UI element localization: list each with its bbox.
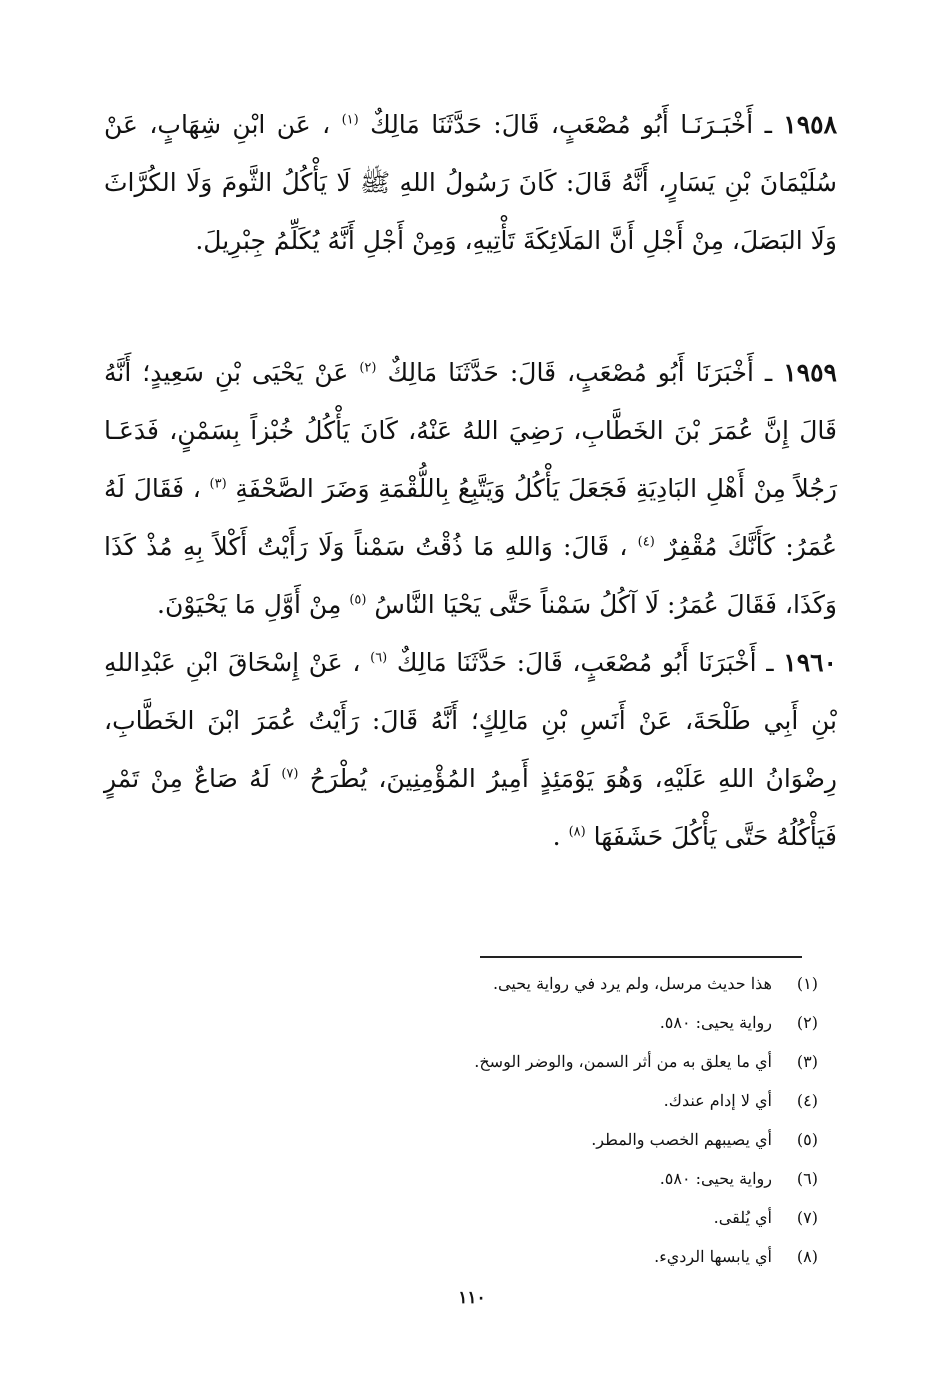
hadith-text: أَخْبَرَنَا أَبُو مُصْعَبٍ، قَالَ: حَدَّثَنَا مَالِكٌ [396,648,757,677]
hadith-number: ١٩٥٩ [783,358,837,387]
hadith-text: عَنْ يَحْيَى بْنِ سَعِيدٍ؛ أَنَّهُ قَالَ إِنَّ عُمَرَ بْنَ الخَطَّابِ، رَضِيَ اللهُ عَنْهُ، كَانَ يَأْكُلُ خُبْزاً بِسَمْنٍ، فَدَعَـا رَجُلاً مِنْ أَهْلِ البَادِيَةِ فَجَعَلَ يَأْكُلُ وَيَتَّبِعُ بِاللُّقْمَةِ وَضَرَ الصَّحْفَةِ [104,358,837,503]
footnote-text: أي لا إدام عندك. [663,1091,772,1110]
hadith-1960 [104,634,837,866]
hadith-number: ١٩٥٨ [783,110,838,139]
footnote-text: أي يصيبهم الخصب والمطر. [591,1130,772,1149]
footnote-ref: (١) [341,112,359,128]
footnote-number: (٧) [796,1208,818,1227]
footnote-number: (٢) [796,1013,818,1032]
footnote-5 [298,1120,818,1159]
hadith-text: ، قَالَ: وَاللهِ مَا ذُقْتُ سَمْناً وَلَا رَأَيْتُ أَكْلاً بِهِ مُذْ كَذَا وَكَذَا، فَقَالَ عُمَرُ: لَا آكُلُ سَمْناً حَتَّى يَحْيَا النَّاسُ [104,532,837,619]
footnote-2 [298,1003,818,1042]
hadith-text: ، فَقَالَ لَهُ عُمَرُ: كَأَنَّكَ مُقْفِرٌ [104,474,837,561]
hadith-1958 [104,96,837,270]
footnote-number: (١) [796,974,818,993]
footnote-text: أي يُلقى. [713,1208,772,1227]
footnote-ref: (٣) [209,476,227,492]
hadith-number: ١٩٦٠ [783,648,837,677]
footnote-number: (٦) [796,1169,818,1188]
footnote-6 [298,1159,818,1198]
footnote-ref: (٢) [359,360,377,376]
hadith-dash: ـ [756,648,774,677]
hadith-dash: ـ [753,110,772,139]
hadith-1959 [104,344,837,634]
footnote-text: أي يابسها الرديء. [654,1247,772,1266]
footnote-1 [298,964,818,1003]
footnote-7 [298,1198,818,1237]
footnote-3 [298,1042,818,1081]
hadith-text: أَخْبَرَنَا أَبُو مُصْعَبٍ، قَالَ: حَدَّثَنَا مَالِكٌ [387,358,754,387]
footnote-ref: (٧) [281,766,299,782]
footnote-ref: (٥) [349,592,367,608]
footnote-4 [298,1081,818,1120]
footnote-8 [298,1237,818,1276]
main-text [104,96,837,866]
footnote-text: أي ما يعلق به من أثر السمن، والوضر الوسخ. [474,1052,772,1071]
hadith-dash: ـ [753,358,773,387]
footnote-ref: (٤) [637,534,655,550]
footnote-text: رواية يحيى: ٥٨٠. [659,1013,772,1032]
hadith-text: ، عَنْ إِسْحَاقَ ابْنِ عَبْدِاللهِ بْنِ أَبِي طَلْحَةَ، عَنْ أَنَسِ بْنِ مَالِكٍ؛ أَنَّهُ قَالَ: رَأَيْتُ عُمَرَ ابْنَ الخَطَّابِ، رِضْوَانُ اللهِ عَلَيْهِ، وَهُوَ يَوْمَئِذٍ أَمِيرُ المُؤْمِنِينَ، يُطْرَحُ [104,648,837,793]
footnote-text: رواية يحيى: ٥٨٠. [659,1169,772,1188]
page-number: ١١٠ [458,1288,486,1308]
footnote-text: هذا حديث مرسل، ولم يرد في رواية يحيى. [492,974,772,993]
hadith-text: أَخْبَـرَنَـا أَبُو مُصْعَبٍ، قَالَ: حَدَّثَنَا مَالِكٌ [370,110,754,139]
footnote-number: (٤) [796,1091,818,1110]
footnote-ref: (٦) [370,650,388,666]
hadith-text: مِنْ أَوَّلِ مَا يَحْيَوْنَ. [157,590,342,619]
footnote-number: (٥) [796,1130,818,1149]
footnote-number: (٣) [796,1052,818,1071]
hadith-text: ، عَن ابْنِ شِهَابٍ، عَنْ سُلَيْمَانَ بْنِ يَسَارٍ، أَنَّهُ قَالَ: كَانَ رَسُولُ اللهِ ﷺ لَا يَأْكُلُ الثَّومَ وَلَا الكُرَّاثَ وَلَا البَصَلَ، مِنْ أَجْلِ أَنَّ المَلَائِكَةَ تَأْتِيهِ، وَمِنْ أَجْلِ أَنَّهُ يُكَلِّمُ جِبْرِيلَ. [104,110,837,255]
footnote-ref: (٨) [568,824,586,840]
hadith-text: . [552,822,561,851]
footnote-divider [480,956,802,958]
footnotes-list [298,964,818,1276]
footnote-number: (٨) [796,1247,818,1266]
hadith-text: لَهُ صَاعٌ مِنْ تَمْرٍ فَيَأْكُلُهُ حَتَّى يَأْكُلَ حَشَفَهَا [104,764,837,851]
